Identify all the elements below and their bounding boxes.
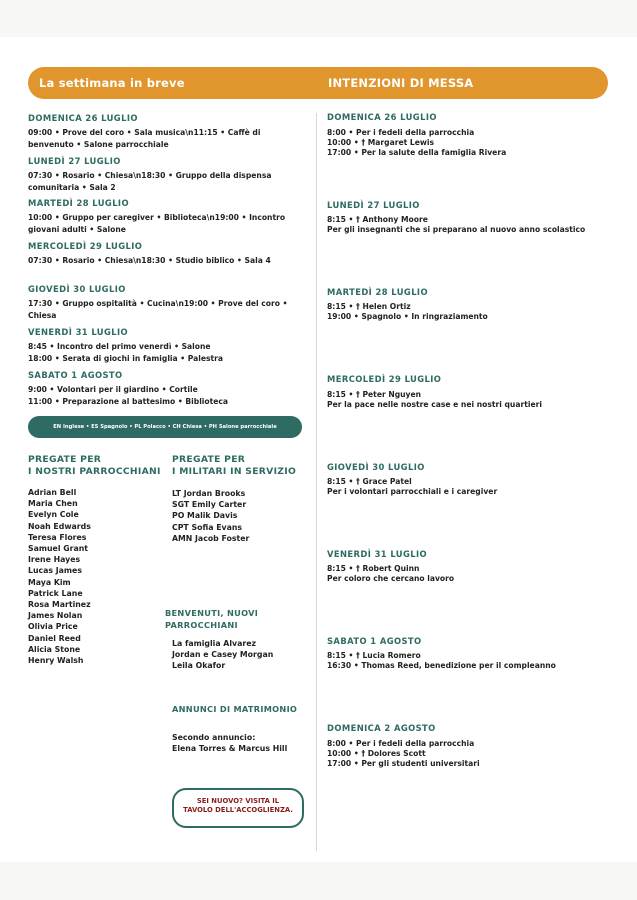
week-day-heading: VENERDÌ 31 LUGLIO xyxy=(28,327,129,337)
week-day-events: 07:30 • Rosario • Chiesa\n18:30 • Studio biblico • Sala 4 xyxy=(28,256,271,265)
mass-intentions: 8:15 • † Grace Patel Per i volontari parrocchiali e i caregiver xyxy=(327,477,498,497)
week-day-events: 8:45 • Incontro del primo venerdì • Salone 18:00 • Serata di giochi in famiglia • Palestra xyxy=(28,342,224,363)
mass-intentions: 8:15 • † Lucia Romero 16:30 • Thomas Reed, benedizione per il compleanno xyxy=(327,651,556,671)
week-day-events: 17:30 • Gruppo ospitalità • Cucina\n19:00 • Prove del coro • Chiesa xyxy=(28,299,288,320)
military-list: LT Jordan Brooks SGT Emily Carter PO Malik Davis CPT Sofia Evans AMN Jacob Foster xyxy=(172,489,250,543)
week-day-events: 9:00 • Volontari per il giardino • Cortile 11:00 • Preparazione al battesimo • Biblioteca xyxy=(28,385,229,406)
week-day-heading: DOMENICA 26 LUGLIO xyxy=(28,113,138,123)
week-day-heading: GIOVEDÌ 30 LUGLIO xyxy=(28,284,126,294)
week-day-events: 09:00 • Prove del coro • Sala musica\n11:15 • Caffè di benvenuto • Salone parrocchiale xyxy=(28,128,261,149)
mass-intentions: 8:15 • † Robert Quinn Per coloro che cercano lavoro xyxy=(327,564,455,584)
mass-intentions: 8:15 • † Peter Nguyen Per la pace nelle nostre case e nei nostri quartieri xyxy=(327,390,542,410)
welcome-desk-badge: SEI NUOVO? VISITA IL TAVOLO DELL'ACCOGLIENZA. xyxy=(172,788,304,828)
week-day-heading: LUNEDÌ 27 LUGLIO xyxy=(28,156,121,166)
welcome-list: La famiglia Alvarez Jordan e Casey Morgan Leila Okafor xyxy=(172,639,274,671)
mass-intentions: 8:00 • Per i fedeli della parrocchia 10:00 • † Dolores Scott 17:00 • Per gli studenti universitari xyxy=(327,739,480,769)
week-title: La settimana in breve xyxy=(39,76,185,90)
mass-day-heading: LUNEDÌ 27 LUGLIO xyxy=(327,200,420,210)
parishioners-heading: PREGATE PER I NOSTRI PARROCCHIANI xyxy=(28,454,161,477)
week-day-heading: MERCOLEDÌ 29 LUGLIO xyxy=(28,241,143,251)
weddings-heading: ANNUNCI DI MATRIMONIO xyxy=(172,704,298,714)
mass-intentions-title: INTENZIONI DI MESSA xyxy=(328,76,474,90)
week-day-events: 07:30 • Rosario • Chiesa\n18:30 • Gruppo della dispensa comunitaria • Sala 2 xyxy=(28,171,272,192)
week-day-heading: MARTEDÌ 28 LUGLIO xyxy=(28,198,129,208)
mass-intentions: 8:00 • Per i fedeli della parrocchia 10:00 • † Margaret Lewis 17:00 • Per la salute della famiglia Rivera xyxy=(327,128,507,158)
weddings-text: Secondo annuncio: Elena Torres & Marcus Hill xyxy=(172,733,288,754)
welcome-heading: BENVENUTI, NUOVI PARROCCHIANI xyxy=(165,608,259,630)
mass-day-heading: GIOVEDÌ 30 LUGLIO xyxy=(327,462,425,472)
week-day-events: 10:00 • Gruppo per caregiver • Biblioteca\n19:00 • Incontro giovani adulti • Salone xyxy=(28,213,286,234)
parishioners-list: Adrian Bell Maria Chen Evelyn Cole Noah Edwards Teresa Flores Samuel Grant Irene Hayes Lucas James Maya Kim Patrick Lane Rosa Martinez James Nolan Olivia Price Daniel Reed Alicia Stone Henry Walsh xyxy=(28,488,91,666)
mass-day-heading: VENERDÌ 31 LUGLIO xyxy=(327,549,428,559)
language-legend: EN Inglese • ES Spagnolo • PL Polacco • CH Chiesa • PH Salone parrocchiale xyxy=(28,416,302,438)
mass-day-heading: MERCOLEDÌ 29 LUGLIO xyxy=(327,374,442,384)
bulletin-page xyxy=(0,37,637,862)
mass-day-heading: DOMENICA 2 AGOSTO xyxy=(327,723,436,733)
mass-day-heading: DOMENICA 26 LUGLIO xyxy=(327,112,437,122)
mass-intentions: 8:15 • † Helen Ortiz 19:00 • Spagnolo • In ringraziamento xyxy=(327,302,488,322)
mass-day-heading: MARTEDÌ 28 LUGLIO xyxy=(327,287,428,297)
mass-day-heading: SABATO 1 AGOSTO xyxy=(327,636,422,646)
column-divider xyxy=(316,113,317,851)
week-day-heading: SABATO 1 AGOSTO xyxy=(28,370,123,380)
header-banner xyxy=(28,67,608,99)
military-heading: PREGATE PER I MILITARI IN SERVIZIO xyxy=(172,454,297,477)
mass-intentions: 8:15 • † Anthony Moore Per gli insegnanti che si preparano al nuovo anno scolastico xyxy=(327,215,586,235)
